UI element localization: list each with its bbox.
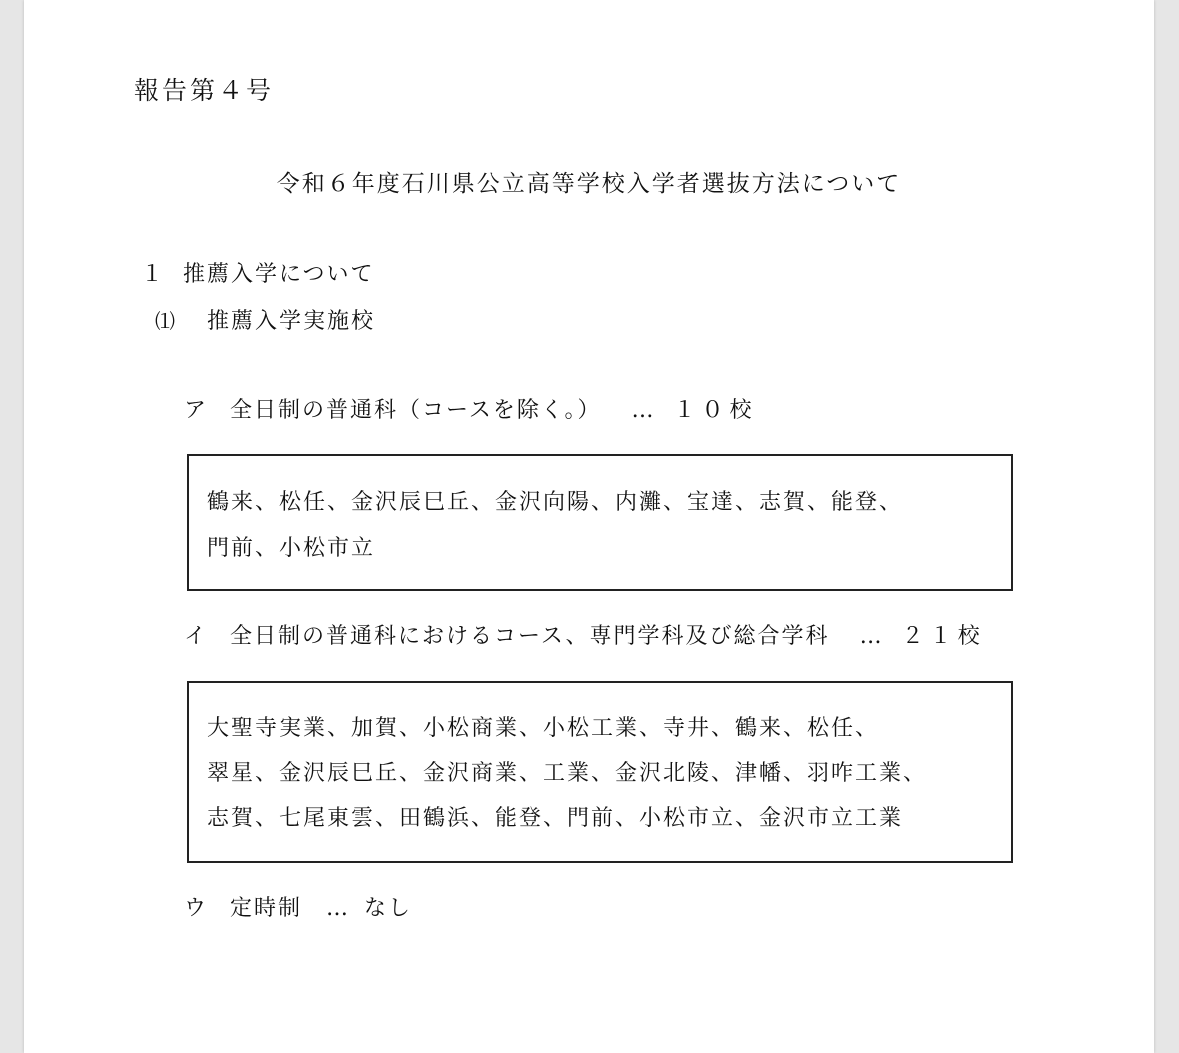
item-ellipsis: … [859, 624, 884, 649]
school-list-line: 志賀、七尾東雲、田鶴浜、能登、門前、小松市立、金沢市立工業 [207, 806, 904, 831]
school-list-line: 翠星、金沢辰巳丘、金沢商業、工業、金沢北陵、津幡、羽咋工業、 [207, 761, 928, 786]
item-a-heading [184, 397, 757, 425]
item-text: 全日制の普通科（コースを除く。） [230, 398, 602, 423]
section-heading-text: 推薦入学について [183, 262, 375, 287]
item-label: ウ [184, 896, 209, 921]
item-u-heading [184, 895, 412, 923]
document-title: 令和６年度石川県公立高等学校入学者選抜方法について [276, 171, 902, 197]
subsection-number: ⑴ [155, 309, 177, 333]
item-count: １０校 [673, 398, 758, 423]
item-text: 全日制の普通科におけるコース、専門学科及び総合学科 [230, 624, 830, 649]
document-page [24, 0, 1154, 1053]
item-ellipsis: … [326, 896, 351, 921]
report-number: 報告第４号 [134, 76, 275, 105]
school-list-box [187, 681, 1013, 863]
school-list-box [187, 454, 1013, 591]
section-heading [141, 261, 375, 289]
school-list-line: 門前、小松市立 [207, 536, 376, 561]
item-label: イ [184, 624, 209, 649]
subsection-heading-text: 推薦入学実施校 [207, 309, 376, 334]
item-count: なし [364, 896, 413, 921]
item-text: 定時制 [230, 896, 303, 921]
item-i-heading [184, 623, 986, 651]
item-label: ア [184, 398, 209, 423]
school-list-line: 大聖寺実業、加賀、小松商業、小松工業、寺井、鶴来、松任、 [207, 716, 880, 741]
item-ellipsis: … [631, 398, 656, 423]
item-count: ２１校 [901, 624, 986, 649]
section-number: １ [141, 262, 166, 287]
subsection-heading [155, 307, 375, 336]
school-list-line: 鶴来、松任、金沢辰巳丘、金沢向陽、内灘、宝達、志賀、能登、 [207, 490, 904, 515]
